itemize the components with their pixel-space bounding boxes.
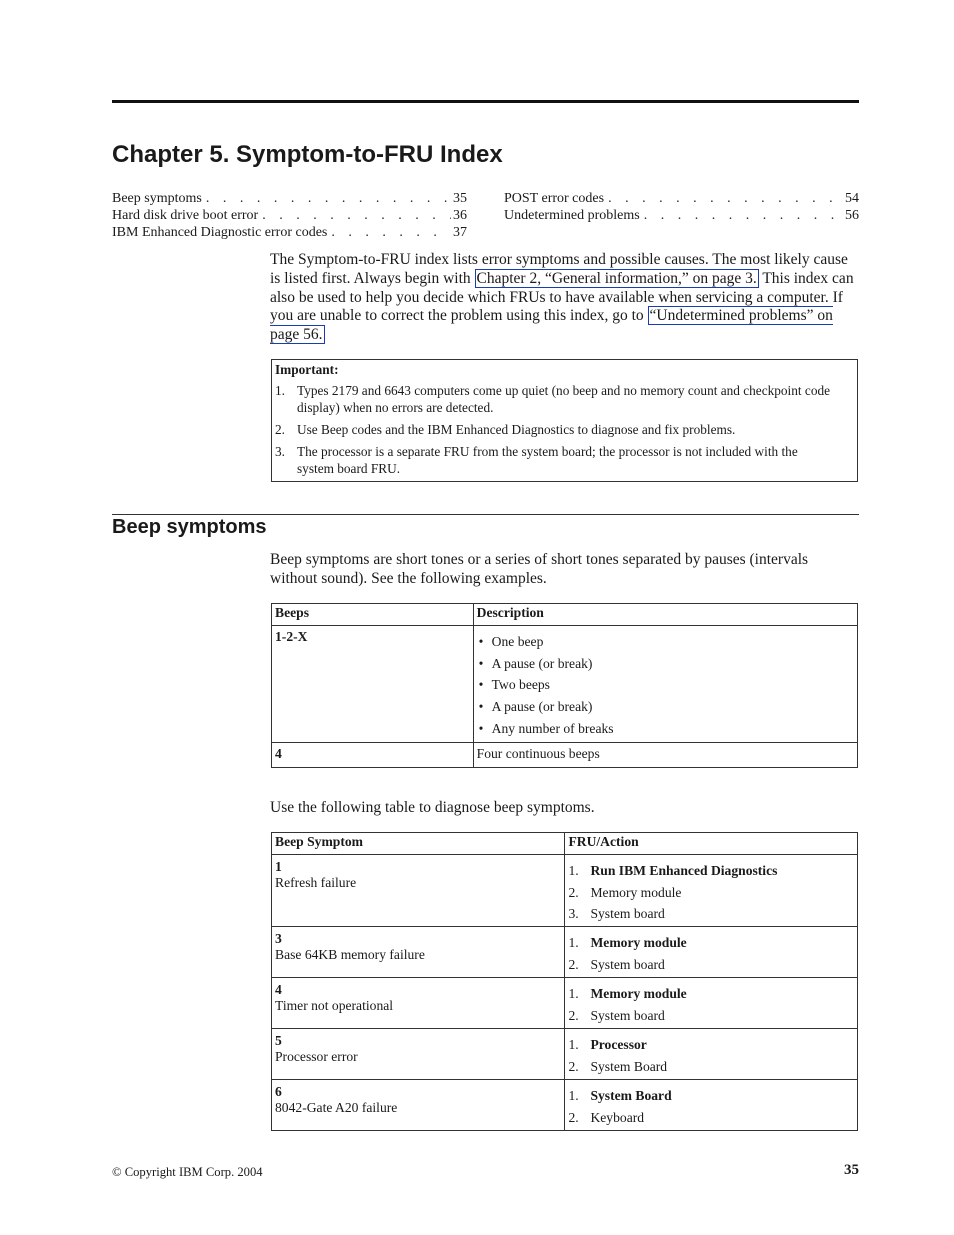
list-item: 1. System Board (568, 1088, 672, 1103)
section-rule (112, 514, 859, 515)
toc-entry[interactable]: IBM Enhanced Diagnostic error codes . . . 37 (112, 224, 467, 241)
action-cell (565, 855, 858, 927)
table-header-cell: Description (473, 604, 857, 626)
list-item: 2. Keyboard (568, 1109, 645, 1125)
action-cell (565, 927, 858, 978)
list-item: 1. Run IBM Enhanced Diagnostics (568, 863, 778, 878)
toc-right-column (504, 190, 859, 224)
table-row (272, 927, 858, 978)
symptom-cell: 6 8042-Gate A20 failure (272, 1080, 565, 1131)
list-item: • Any number of breaks (477, 718, 857, 740)
list-item: • A pause (or break) (477, 696, 857, 718)
list-item: • Two beeps (477, 674, 857, 696)
table-header-row (272, 604, 858, 626)
important-notice-box: Important: 1. Types 2179 and 6643 computers come up quiet (no beep and no memory count and checkpoint code display) when no errors are detected. 2. Use Beep codes and the IBM Enhanced Diagnostics to diagnose and fix problems. 3. The processor is a separate FRU from the system board; the processor is not included with the system board FRU. (271, 359, 858, 482)
toc-left-column (112, 190, 467, 241)
undetermined-problems-link[interactable]: “Undetermined problems” on page 56. (270, 307, 833, 344)
chapter-top-rule (112, 100, 859, 103)
action-cell (565, 978, 858, 1029)
table-row (272, 1029, 858, 1080)
table-header-cell: Beep Symptom (272, 833, 565, 855)
section-title: Beep symptoms (112, 516, 267, 538)
important-label: Important: (275, 362, 339, 377)
list-item: 1. Processor (568, 1037, 647, 1052)
toc-entry[interactable]: Hard disk drive boot error . . . 36 (112, 207, 467, 224)
table-header-cell: Beeps (272, 604, 474, 626)
page-number: 35 (844, 1162, 859, 1178)
list-item: 2. System board (568, 1007, 665, 1023)
table-row (272, 1080, 858, 1131)
toc-entry[interactable]: POST error codes . . . 54 (504, 190, 859, 207)
list-item: 3. System board (568, 906, 665, 921)
table-header-cell: FRU/Action (565, 833, 858, 855)
list-item: 1. Memory module (568, 935, 687, 950)
table-row (272, 978, 858, 1029)
list-item: • One beep (477, 631, 857, 653)
intro-paragraph: The Symptom-to-FRU index lists error symptoms and possible causes. The most likely cause is listed first. Always begin with Chapter 2, “General information,” on page 3. This index can also be used to help you decide which FRUs to have available when servicing a computer. If you are unable to correct the problem using this index, go to “Undetermined problems” on page 56. (270, 251, 854, 344)
table-row (272, 626, 858, 743)
action-cell (565, 1029, 858, 1080)
chapter2-link[interactable]: Chapter 2, “General information,” on page 3. (476, 269, 757, 287)
copyright-footer: © Copyright IBM Corp. 2004 (112, 1165, 263, 1179)
list-item: 2. System Board (568, 1058, 668, 1074)
symptom-cell: 3 Base 64KB memory failure (272, 927, 565, 978)
list-item: 2. System board (568, 956, 665, 972)
beep-code-cell: 4 (272, 743, 474, 768)
action-cell (565, 1080, 858, 1131)
toc-entry[interactable]: Beep symptoms . . . 35 (112, 190, 467, 207)
chapter-title: Chapter 5. Symptom-to-FRU Index (112, 141, 503, 168)
beep-description-cell (473, 626, 857, 743)
symptom-cell: 4 Timer not operational (272, 978, 565, 1029)
beeps-table (271, 603, 858, 768)
beep-code-cell: 1-2-X (272, 626, 474, 743)
list-item: 1. Memory module (568, 986, 687, 1001)
toc-entry[interactable]: Undetermined problems . . . 56 (504, 207, 859, 224)
list-item: • A pause (or break) (477, 653, 857, 675)
symptom-cell: 1 Refresh failure (272, 855, 565, 927)
table-row (272, 855, 858, 927)
table-row (272, 743, 858, 768)
beep-description-cell: Four continuous beeps (473, 743, 857, 768)
table-header-row (272, 833, 858, 855)
list-item: 2. Memory module (568, 884, 682, 900)
table-intro-paragraph: Use the following table to diagnose beep symptoms. (270, 799, 595, 816)
beep-symptom-table (271, 832, 858, 1131)
symptom-cell: 5 Processor error (272, 1029, 565, 1080)
beep-intro-paragraph: Beep symptoms are short tones or a series of short tones separated by pauses (intervals without sound). See the following examples. (270, 551, 809, 587)
